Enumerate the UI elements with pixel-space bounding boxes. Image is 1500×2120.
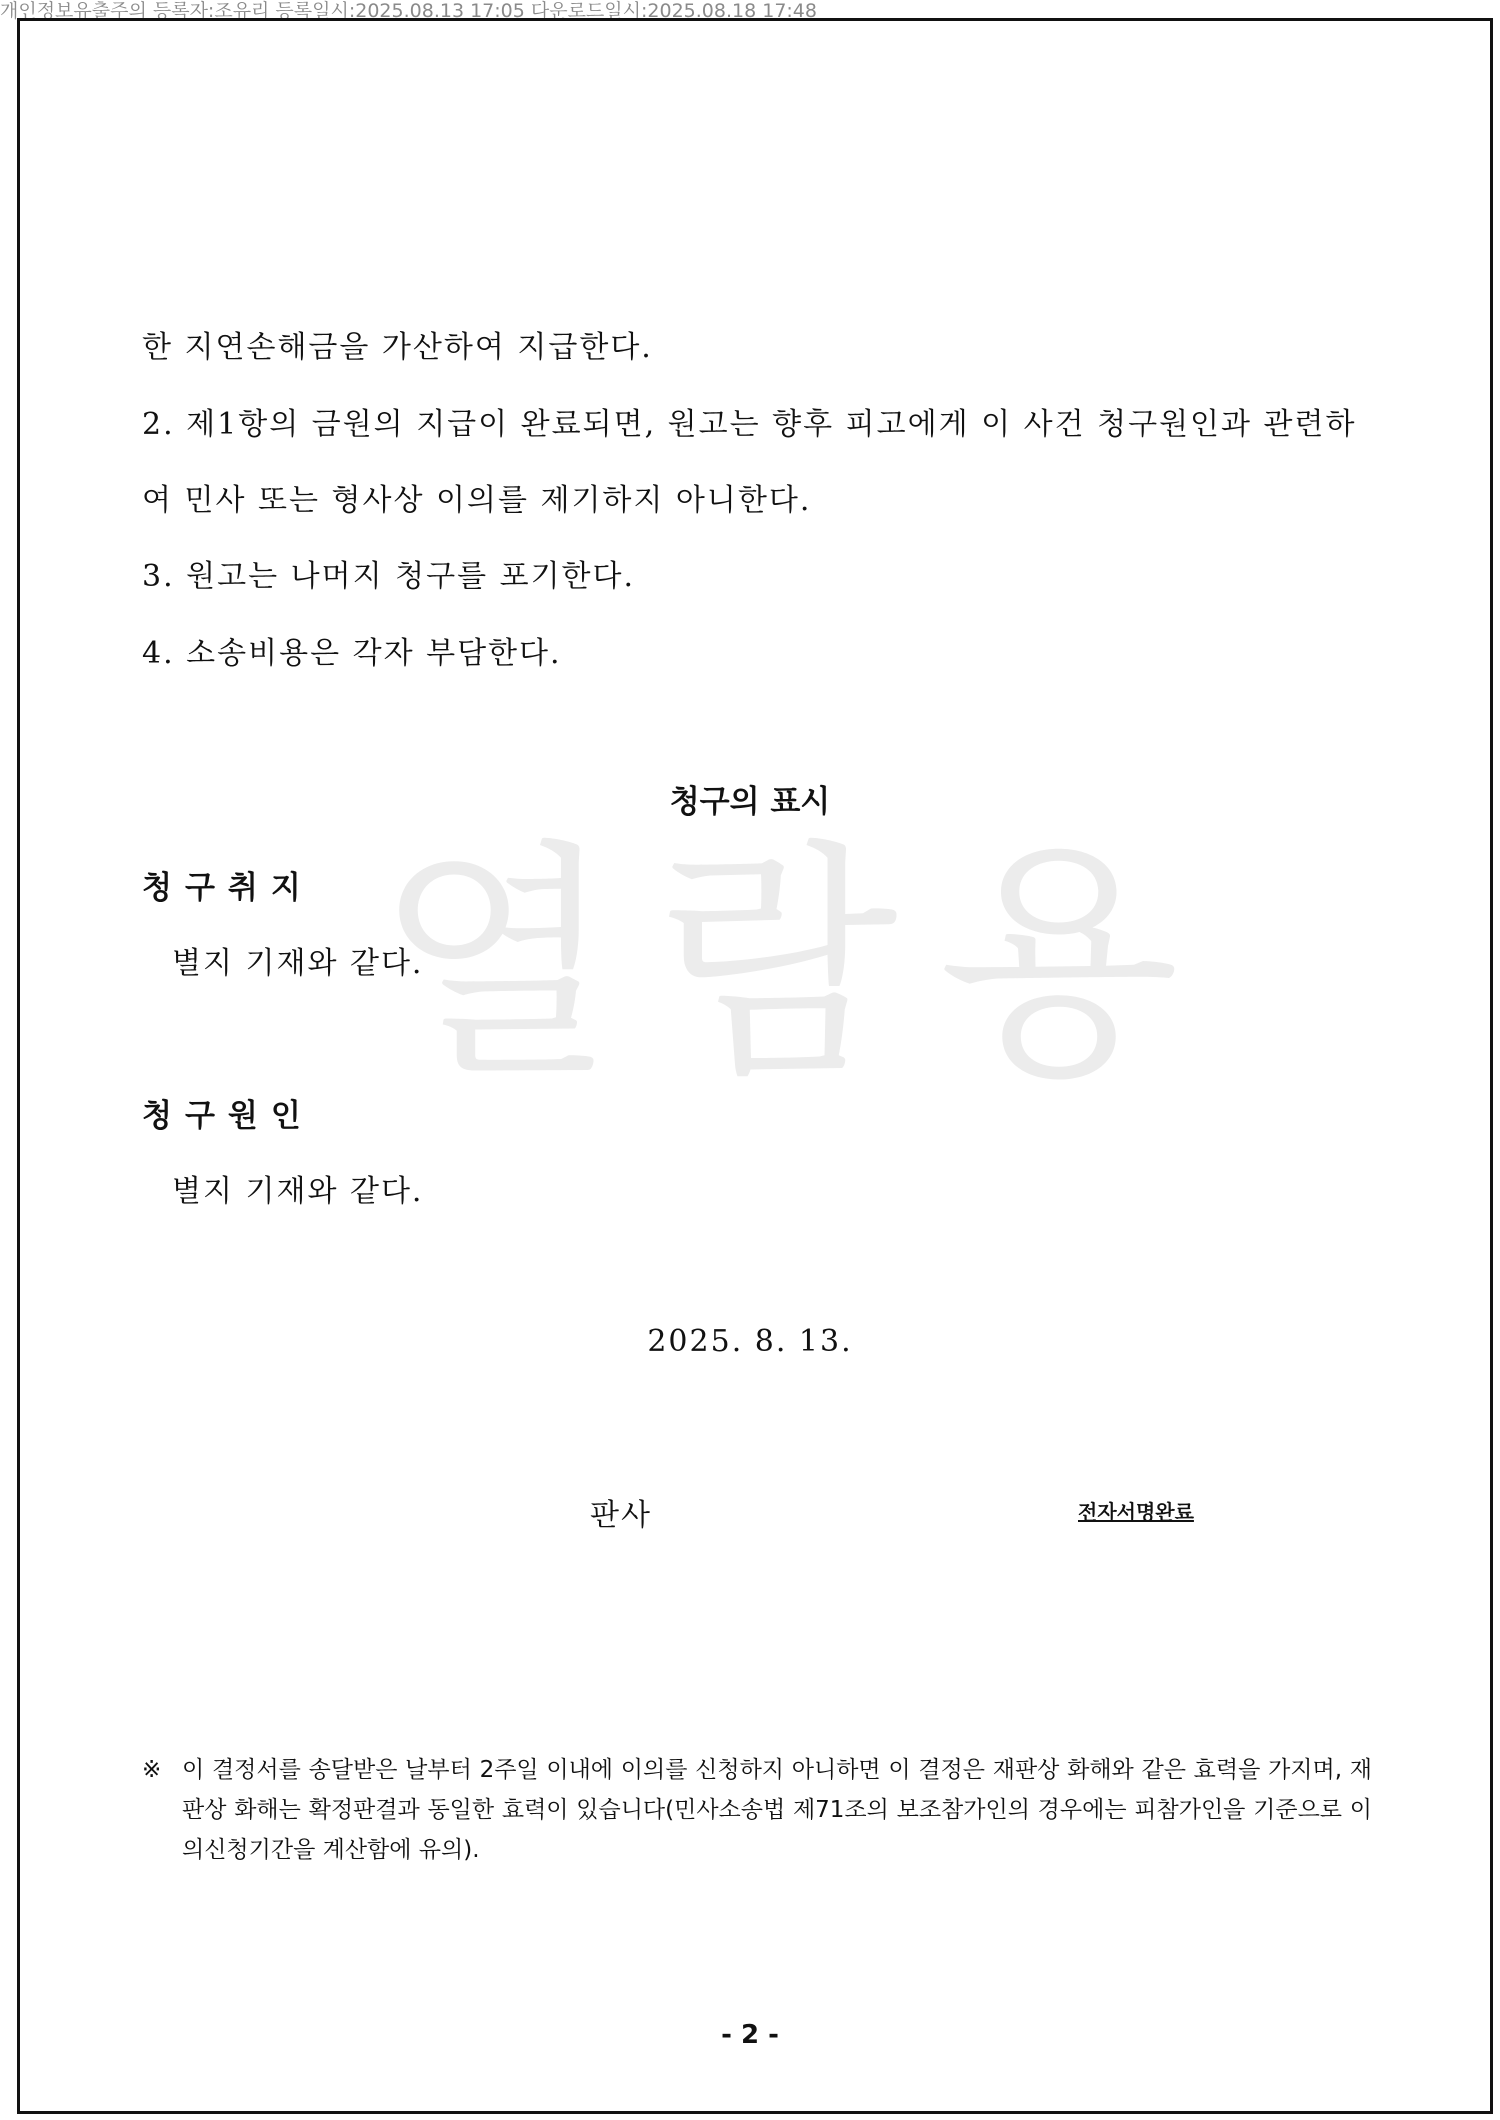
claim-cause-text: 별지 기재와 같다.: [172, 1174, 424, 1209]
watermark: 열람용: [375, 819, 1220, 1110]
notice-mark: ※: [142, 1757, 162, 1783]
body-line: 한 지연손해금을 가산하여 지급한다.: [142, 330, 653, 365]
decision-date: 2025. 8. 13.: [647, 1324, 853, 1359]
judge-label: 판사: [590, 1498, 652, 1533]
signature-status: 전자서명완료: [1078, 1500, 1194, 1524]
body-line: 2. 제1항의 금원의 지급이 완료되면, 원고는 향후 피고에게 이 사건 청구원인과 관련하: [142, 407, 1357, 442]
page-number: - 2 -: [721, 2020, 779, 2050]
claim-cause-heading: 청구원인: [142, 1098, 314, 1134]
notice-text: 이 결정서를 송달받은 날부터 2주일 이내에 이의를 신청하지 아니하면 이 결정은 재판상 화해와 같은 효력을 가지며, 재판상 화해는 확정판결과 동일한 효력이 있습니다(민사소송법 제71조의 보조참가인의 경우에는 피참가인을 기준으로 이의신청기간을 계산함에 유의).: [182, 1757, 1372, 1863]
claim-purpose-heading: 청구취지: [142, 870, 314, 906]
access-log-header: 개인정보유출주의 등록자:조유리 등록일시:2025.08.13 17:05 다운로드일시:2025.08.18 17:48: [0, 0, 817, 22]
body-line: 4. 소송비용은 각자 부담한다.: [142, 636, 562, 671]
section-title: 청구의 표시: [669, 784, 831, 820]
body-line: 3. 원고는 나머지 청구를 포기한다.: [142, 559, 636, 594]
claim-purpose-text: 별지 기재와 같다.: [172, 946, 424, 981]
body-line: 여 민사 또는 형사상 이의를 제기하지 아니한다.: [142, 483, 812, 518]
notice: [142, 1750, 1372, 1870]
